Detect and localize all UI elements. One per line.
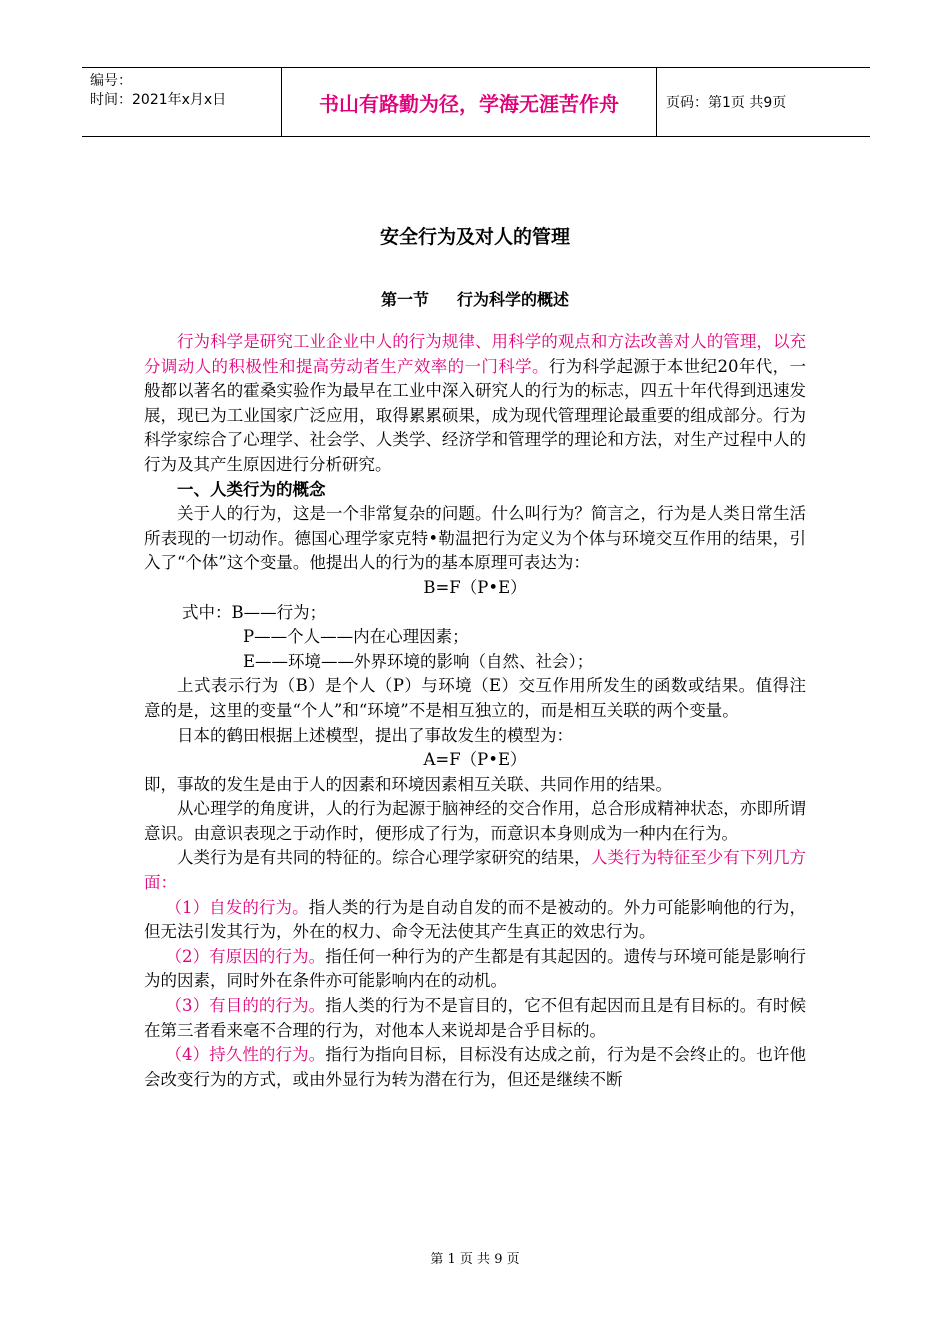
paragraph: 上式表示行为（B）是个人（P）与环境（E）交互作用所发生的函数或结果。值得注意的是，这里的变量“个人”和“环境”不是相互独立的，而是相互关联的两个变量。 — [144, 676, 806, 720]
section-name: 行为科学的概述 — [457, 290, 570, 309]
equation: B=F（P•E） — [423, 577, 527, 597]
list-item-label: （1）自发的行为。 — [165, 897, 309, 917]
paragraph — [144, 330, 806, 478]
section-heading — [0, 287, 950, 310]
list-item-label: （4）持久性的行为。 — [165, 1045, 326, 1065]
list-item-text: 指人类的行为是自动自发的而不是被动的。外力可能影响他的行为，但无法引发其行为，外在的权力、命令无法使其产生真正的效忠行为。 — [144, 897, 807, 942]
document-title: 安全行为及对人的管理 — [379, 226, 570, 248]
formula-line: 式中：B——行为； — [181, 602, 327, 622]
header-motto: 书山有路勤为径，学海无涯苦作舟 — [282, 68, 657, 136]
highlight-text: 人类行为特征至少有下列几方面： — [144, 848, 807, 893]
list-item-label: （2）有原因的行为。 — [165, 946, 326, 966]
paragraph: 关于人的行为，这是一个非常复杂的问题。什么叫行为？简言之，行为是人类日常生活所表现的一切动作。德国心理学家克特•勒温把行为定义为个体与环境交互作用的结果，引入了“个体”这个变量。他提出人的行为的基本原理可表达为： — [144, 504, 806, 573]
paragraph: 即，事故的发生是由于人的因素和环境因素相互关联、共同作用的结果。 — [144, 774, 672, 794]
paragraph — [144, 846, 806, 895]
doc-number-label: 编号： — [90, 73, 132, 89]
list-item-text: 指任何一种行为的产生都是有其起因的。遗传与环境可能是影响行为的因素，同时外在条件亦可能影响内在的动机。 — [144, 946, 807, 991]
list-item-label: （3）有目的的行为。 — [165, 996, 326, 1016]
highlight-text: 行为科学是研究工业企业中人的行为规律、用科学的观点和方法改善对人的管理，以充分调动人的积极性和提高劳动者生产效率的一门科学。 — [144, 332, 806, 376]
page-footer: 第 1 页 共 9 页 — [430, 1252, 520, 1267]
equation: A=F（P•E） — [423, 750, 527, 770]
paragraph: 从心理学的角度讲，人的行为起源于脑神经的交合作用，总合形成精神状态，亦即所谓意识。由意识表现之于动作时，便形成了行为，而意识本身则成为一种内在行为。 — [144, 799, 806, 843]
header-meta — [82, 68, 282, 136]
subheading: 一、人类行为的概念 — [177, 479, 326, 499]
list-item-text: 指行为指向目标，目标没有达成之前，行为是不会终止的。也许他会改变行为的方式，或由外显行为转为潜在行为，但还是继续不断 — [144, 1045, 807, 1089]
paragraph: 日本的鹤田根据上述模型，提出了事故发生的模型为： — [177, 725, 573, 745]
list-item — [144, 896, 806, 945]
list-item — [144, 945, 806, 994]
list-item — [144, 994, 806, 1043]
list-item-text: 指人类的行为不是盲目的，它不但有起因而且是有目标的。有时候在第三者看来毫不合理的行为，对他本人来说却是合乎目标的。 — [144, 996, 807, 1040]
section-number: 第一节 — [380, 290, 429, 309]
page-header — [82, 67, 870, 137]
formula-line: E——环境——外界环境的影响（自然、社会）； — [243, 651, 594, 671]
doc-time-label: 时间：2021年x月x日 — [90, 92, 227, 108]
paragraph-text: 行为科学起源于本世纪20年代，一般都以著名的霍桑实验作为最早在工业中深入研究人的行为的标志，四五十年代得到迅速发展，现已为工业国家广泛应用，取得累累硕果，成为现代管理理论最重要的组成部分。行为科学家综合了心理学、社会学、人类学、经济学和管理学的理论和方法，对生产过程中人的行为及其产生原因进行分析研究。 — [144, 356, 806, 474]
document-body — [144, 330, 806, 1092]
header-page-info: 页码：第1页 共9页 — [666, 95, 787, 111]
list-item — [144, 1043, 806, 1092]
formula-line: P——个人——内在心理因素； — [243, 627, 469, 647]
paragraph-text: 人类行为是有共同的特征的。综合心理学家研究的结果， — [177, 848, 591, 868]
